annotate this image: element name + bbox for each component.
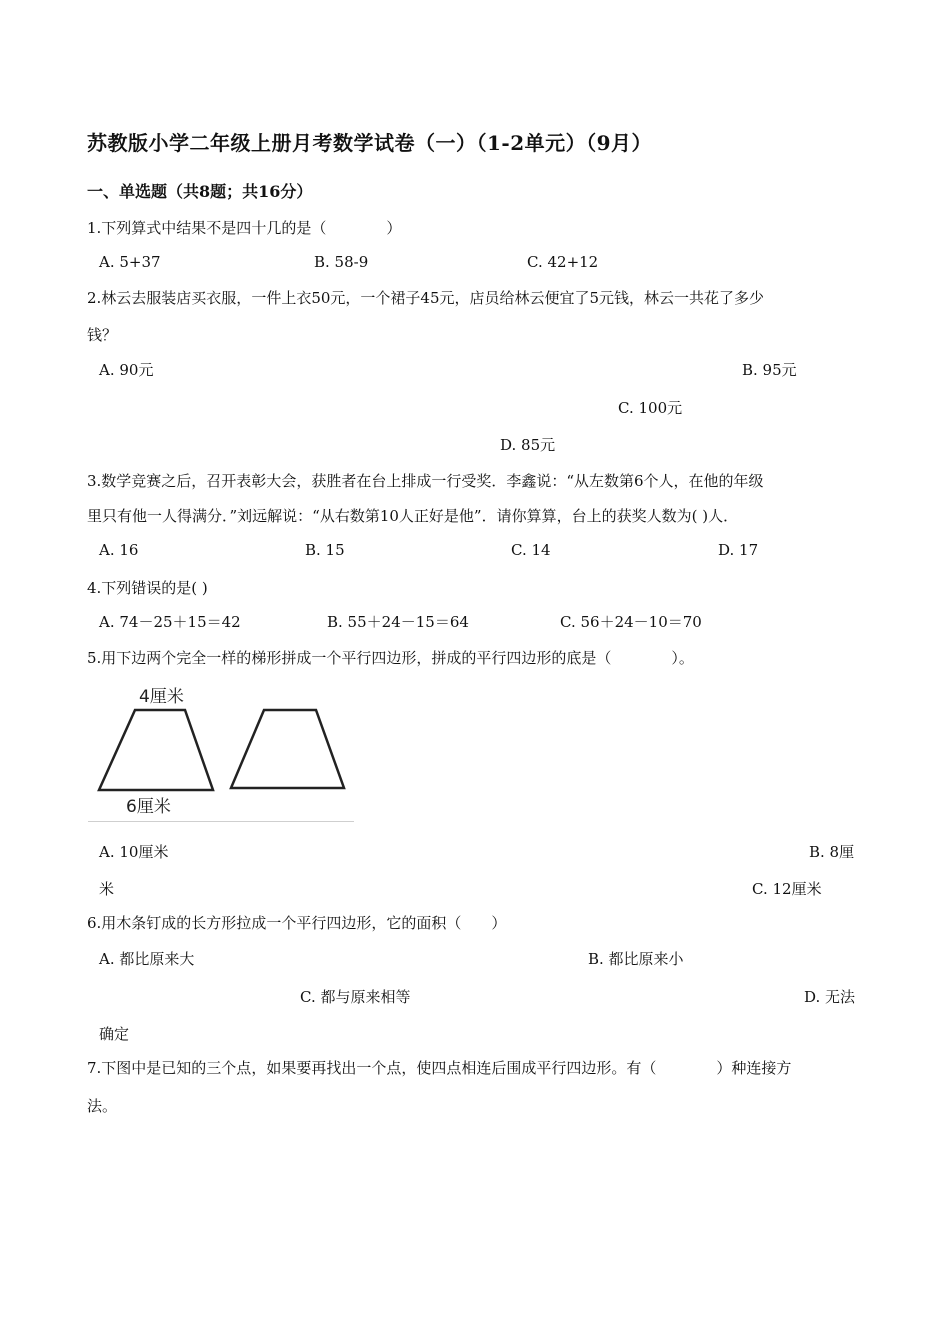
question-5-option-c: C. 12厘米 — [752, 880, 822, 898]
question-6-option-a: A. 都比原来大 — [99, 950, 195, 968]
question-6-option-b: B. 都比原来小 — [588, 950, 684, 968]
question-6-stem: 6.用木条钉成的长方形拉成一个平行四边形，它的面积（ ） — [87, 914, 507, 932]
question-7-stem-line1: 7.下图中是已知的三个点，如果要再找出一个点，使四点相连后围成平行四边形。有（ ）种连接方 — [87, 1059, 792, 1077]
bottom-length-label: 6厘米 — [126, 797, 171, 817]
question-6-option-d: D. 无法 — [804, 988, 856, 1006]
question-6-option-c: C. 都与原来相等 — [300, 988, 411, 1006]
trapezoid-left — [99, 710, 213, 790]
section-heading: 一、单选题（共8题；共16分） — [87, 182, 313, 201]
question-3-option-c: C. 14 — [511, 541, 551, 559]
question-3-option-b: B. 15 — [305, 541, 345, 559]
question-2-stem-line1: 2.林云去服装店买衣服，一件上衣50元，一个裙子45元，店员给林云便宜了5元钱，林云一共花了多少 — [87, 289, 765, 307]
question-1-stem: 1.下列算式中结果不是四十几的是（ ） — [87, 219, 402, 237]
question-1-option-b: B. 58-9 — [314, 253, 369, 271]
question-2-option-a: A. 90元 — [99, 361, 154, 379]
page-title: 苏教版小学二年级上册月考数学试卷（一）（1-2单元）（9月） — [87, 131, 653, 155]
trapezoid-figure — [88, 678, 354, 824]
question-5-option-a: A. 10厘米 — [99, 843, 169, 861]
figure-divider — [88, 821, 354, 822]
question-1-option-a: A. 5+37 — [99, 253, 161, 271]
question-3-stem-line2: 里只有他一人得满分．”刘远解说：“从右数第10人正好是他”．请你算算，台上的获奖人数为( )人． — [87, 507, 739, 525]
trapezoid-right — [231, 710, 344, 788]
question-4-option-b: B. 55＋24－15＝64 — [327, 613, 469, 631]
question-2-option-d: D. 85元 — [500, 436, 556, 454]
question-6-option-d-wrap: 确定 — [99, 1025, 130, 1043]
question-4-option-a: A. 74－25＋15＝42 — [99, 613, 241, 631]
question-3-stem-line1: 3.数学竞赛之后，召开表彰大会，获胜者在台上排成一行受奖．李鑫说：“从左数第6个人，在他的年级 — [87, 472, 764, 490]
question-2-option-c: C. 100元 — [618, 399, 683, 417]
question-5-option-b: B. 8厘 — [809, 843, 855, 861]
question-4-option-c: C. 56＋24－10＝70 — [560, 613, 702, 631]
question-2-stem-line2: 钱？ — [87, 326, 118, 344]
question-4-stem: 4.下列错误的是( ) — [87, 579, 208, 597]
top-length-label: 4厘米 — [139, 687, 184, 707]
question-2-option-b: B. 95元 — [742, 361, 797, 379]
question-5-stem: 5.用下边两个完全一样的梯形拼成一个平行四边形，拼成的平行四边形的底是（ ）。 — [87, 649, 694, 667]
question-3-option-a: A. 16 — [99, 541, 139, 559]
question-7-stem-line2: 法。 — [87, 1097, 118, 1115]
question-5-option-b-wrap: 米 — [99, 880, 115, 898]
question-1-option-c: C. 42+12 — [527, 253, 599, 271]
question-3-option-d: D. 17 — [718, 541, 759, 559]
